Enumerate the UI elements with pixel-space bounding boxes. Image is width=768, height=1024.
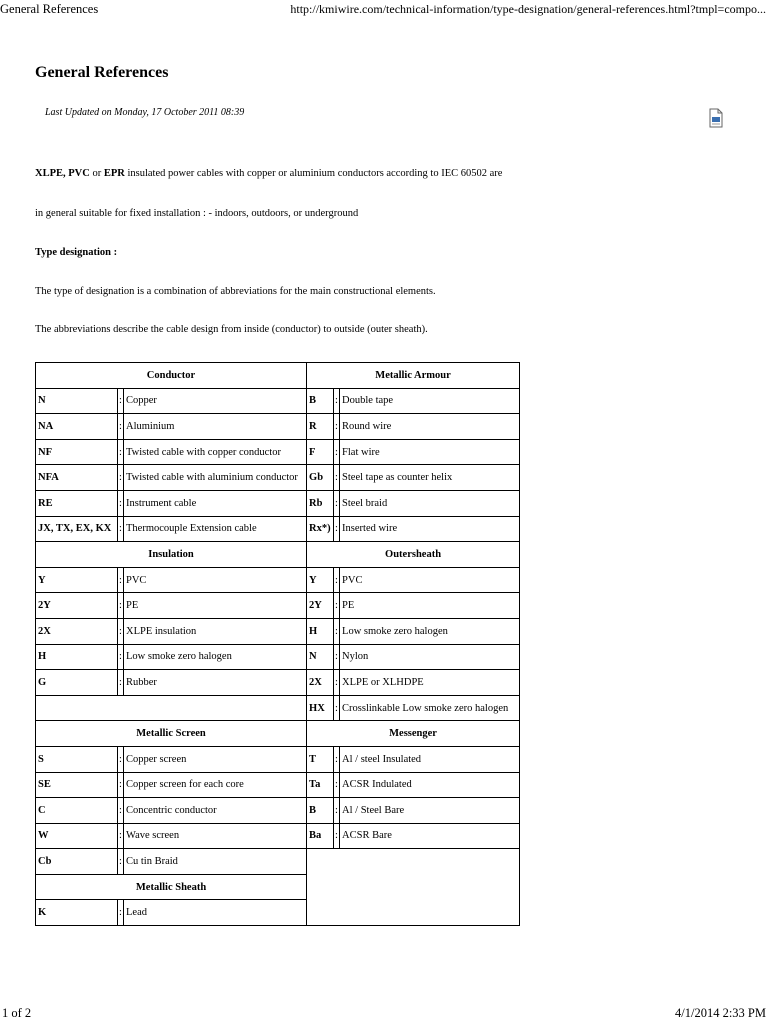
outersheath-desc: PE — [340, 593, 520, 619]
conductor-desc: Aluminium — [124, 414, 307, 440]
armour-code: Rx*) — [307, 516, 334, 542]
conductor-desc: Thermocouple Extension cable — [124, 516, 307, 542]
table-row — [36, 593, 520, 619]
outersheath-desc: Low smoke zero halogen — [340, 618, 520, 644]
page-title: General References — [35, 64, 169, 81]
intro-bold-xlpe-pvc: XLPE, PVC — [35, 168, 90, 179]
colon: : — [118, 490, 124, 516]
table-row — [36, 567, 520, 593]
messenger-desc: Al / steel Insulated — [340, 746, 520, 772]
table-row — [36, 618, 520, 644]
section-messenger: Messenger — [307, 721, 520, 747]
pdf-icon[interactable] — [709, 108, 723, 128]
insulation-desc: PVC — [124, 567, 307, 593]
insulation-code: 2X — [36, 618, 118, 644]
screen-desc: Copper screen for each core — [124, 772, 307, 798]
conductor-code: NFA — [36, 465, 118, 491]
table-row — [36, 695, 520, 721]
colon: : — [118, 388, 124, 414]
intro-text-rest: insulated power cables with copper or aluminium conductors according to IEC 60502 are — [124, 168, 503, 179]
empty-cell — [307, 849, 520, 926]
messenger-code: Ba — [307, 823, 334, 849]
outersheath-desc: PVC — [340, 567, 520, 593]
table-row — [36, 439, 520, 465]
colon: : — [334, 798, 340, 824]
screen-code: C — [36, 798, 118, 824]
conductor-code: NF — [36, 439, 118, 465]
colon: : — [334, 465, 340, 491]
paragraph-2: The abbreviations describe the cable design from inside (conductor) to outside (outer sheath). — [35, 324, 428, 335]
colon: : — [334, 439, 340, 465]
screen-desc: Copper screen — [124, 746, 307, 772]
armour-desc: Round wire — [340, 414, 520, 440]
outersheath-code: H — [307, 618, 334, 644]
armour-code: Gb — [307, 465, 334, 491]
colon: : — [118, 798, 124, 824]
outersheath-code: 2Y — [307, 593, 334, 619]
section-outersheath: Outersheath — [307, 542, 520, 568]
page-number: 1 of 2 — [2, 1006, 32, 1020]
table-row — [36, 644, 520, 670]
section-insulation: Insulation — [36, 542, 307, 568]
armour-desc: Steel tape as counter helix — [340, 465, 520, 491]
colon: : — [334, 670, 340, 696]
colon: : — [334, 695, 340, 721]
outersheath-code: Y — [307, 567, 334, 593]
colon: : — [118, 516, 124, 542]
screen-desc: Wave screen — [124, 823, 307, 849]
insulation-code: H — [36, 644, 118, 670]
colon: : — [118, 670, 124, 696]
conductor-code: NA — [36, 414, 118, 440]
messenger-code: B — [307, 798, 334, 824]
table-row — [36, 516, 520, 542]
paragraph-1: The type of designation is a combination of abbreviations for the main constructional elements. — [35, 286, 436, 297]
section-metallic-armour: Metallic Armour — [307, 363, 520, 389]
table-row — [36, 388, 520, 414]
intro-line-1 — [35, 168, 502, 179]
screen-desc: Cu tin Braid — [124, 849, 307, 875]
screen-desc: Concentric conductor — [124, 798, 307, 824]
messenger-code: Ta — [307, 772, 334, 798]
outersheath-desc: Crosslinkable Low smoke zero halogen — [340, 695, 520, 721]
colon: : — [334, 516, 340, 542]
page-url: http://kmiwire.com/technical-information/type-designation/general-references.html?tmpl=compo... — [290, 2, 766, 16]
print-datetime: 4/1/2014 2:33 PM — [675, 1006, 766, 1020]
colon: : — [118, 746, 124, 772]
table-row — [36, 465, 520, 491]
colon: : — [118, 823, 124, 849]
colon: : — [118, 618, 124, 644]
insulation-desc: Rubber — [124, 670, 307, 696]
section-header-row — [36, 542, 520, 568]
insulation-code: 2Y — [36, 593, 118, 619]
colon: : — [334, 618, 340, 644]
empty-cell — [36, 695, 307, 721]
insulation-code: G — [36, 670, 118, 696]
section-metallic-screen: Metallic Screen — [36, 721, 307, 747]
sheath-desc: Lead — [124, 900, 307, 926]
screen-code: W — [36, 823, 118, 849]
armour-desc: Inserted wire — [340, 516, 520, 542]
colon: : — [334, 490, 340, 516]
outersheath-desc: XLPE or XLHDPE — [340, 670, 520, 696]
insulation-desc: XLPE insulation — [124, 618, 307, 644]
table-row — [36, 772, 520, 798]
outersheath-code: N — [307, 644, 334, 670]
conductor-code: JX, TX, EX, KX — [36, 516, 118, 542]
intro-bold-epr: EPR — [103, 168, 125, 179]
conductor-desc: Copper — [124, 388, 307, 414]
section-header-row — [36, 721, 520, 747]
last-updated: Last Updated on Monday, 17 October 2011 08:39 — [45, 107, 245, 118]
colon: : — [334, 567, 340, 593]
outersheath-code: HX — [307, 695, 334, 721]
colon: : — [118, 644, 124, 670]
section-header-row — [36, 363, 520, 389]
intro-line-2: in general suitable for fixed installation : - indoors, outdoors, or underground — [35, 208, 359, 219]
armour-desc: Double tape — [340, 388, 520, 414]
screen-code: SE — [36, 772, 118, 798]
table-row — [36, 414, 520, 440]
outersheath-code: 2X — [307, 670, 334, 696]
insulation-desc: PE — [124, 593, 307, 619]
armour-desc: Steel braid — [340, 490, 520, 516]
colon: : — [334, 593, 340, 619]
colon: : — [118, 567, 124, 593]
colon: : — [118, 849, 124, 875]
colon: : — [118, 414, 124, 440]
conductor-desc: Twisted cable with copper conductor — [124, 439, 307, 465]
colon: : — [334, 746, 340, 772]
section-conductor: Conductor — [36, 363, 307, 389]
type-designation-heading: Type designation : — [35, 247, 118, 258]
messenger-desc: ACSR Indulated — [340, 772, 520, 798]
table-row — [36, 670, 520, 696]
table-row — [36, 823, 520, 849]
colon: : — [334, 388, 340, 414]
screen-code: Cb — [36, 849, 118, 875]
table-row — [36, 490, 520, 516]
designation-table — [35, 362, 520, 926]
section-metallic-sheath: Metallic Sheath — [36, 874, 307, 900]
outersheath-desc: Nylon — [340, 644, 520, 670]
intro-text-or: or — [89, 168, 104, 179]
table-row — [36, 798, 520, 824]
colon: : — [118, 465, 124, 491]
colon: : — [334, 823, 340, 849]
armour-desc: Flat wire — [340, 439, 520, 465]
screen-code: S — [36, 746, 118, 772]
table-row — [36, 746, 520, 772]
colon: : — [334, 414, 340, 440]
colon: : — [118, 439, 124, 465]
armour-code: R — [307, 414, 334, 440]
armour-code: F — [307, 439, 334, 465]
conductor-desc: Instrument cable — [124, 490, 307, 516]
armour-code: B — [307, 388, 334, 414]
armour-code: Rb — [307, 490, 334, 516]
messenger-desc: ACSR Bare — [340, 823, 520, 849]
messenger-code: T — [307, 746, 334, 772]
conductor-code: N — [36, 388, 118, 414]
insulation-code: Y — [36, 567, 118, 593]
colon: : — [118, 593, 124, 619]
colon: : — [118, 772, 124, 798]
insulation-desc: Low smoke zero halogen — [124, 644, 307, 670]
colon: : — [334, 772, 340, 798]
colon: : — [118, 900, 124, 926]
conductor-desc: Twisted cable with aluminium conductor — [124, 465, 307, 491]
messenger-desc: Al / Steel Bare — [340, 798, 520, 824]
browser-tab-title: General References — [0, 2, 99, 16]
colon: : — [334, 644, 340, 670]
sheath-code: K — [36, 900, 118, 926]
conductor-code: RE — [36, 490, 118, 516]
table-row — [36, 849, 520, 875]
